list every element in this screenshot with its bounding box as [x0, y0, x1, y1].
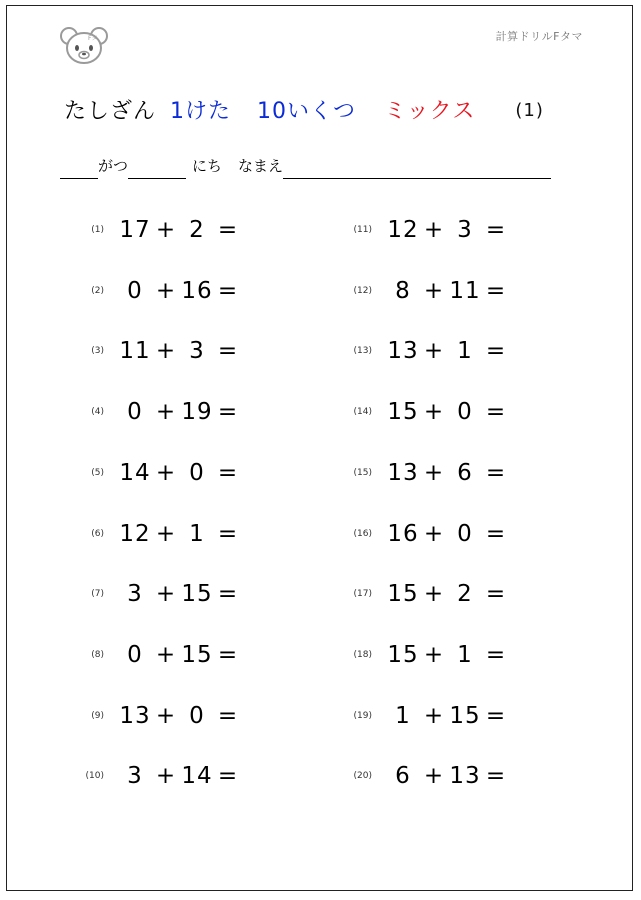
equals-sign: =	[217, 277, 239, 304]
first-addend: 0	[127, 277, 143, 304]
first-addend: 14	[119, 459, 151, 486]
problem-expression	[386, 581, 510, 607]
problem-index: (13)	[353, 346, 372, 357]
problem-expression	[386, 338, 510, 364]
equals-sign: =	[217, 702, 239, 729]
brand-label: 計算ドリルFタマ	[495, 30, 583, 43]
problem-expression	[118, 521, 242, 547]
day-blank[interactable]	[128, 156, 186, 179]
equals-sign: =	[485, 459, 507, 486]
equals-sign: =	[485, 702, 507, 729]
first-addend: 6	[395, 763, 411, 790]
plus-sign: +	[423, 459, 445, 486]
problem-item	[74, 331, 242, 371]
plus-sign: +	[155, 217, 177, 243]
second-addend: 0	[189, 459, 205, 486]
problem-item	[342, 271, 510, 311]
plus-sign: +	[423, 399, 445, 426]
second-addend: 0	[189, 702, 205, 729]
plus-sign: +	[155, 702, 177, 729]
second-addend: 11	[449, 277, 481, 304]
problem-index: (15)	[353, 467, 372, 478]
problem-index: (20)	[353, 771, 372, 782]
problem-expression	[118, 581, 242, 607]
first-addend: 17	[119, 217, 151, 243]
first-addend: 12	[119, 520, 151, 547]
second-addend: 6	[457, 459, 473, 486]
problem-index: (10)	[85, 771, 104, 782]
equals-sign: =	[217, 399, 239, 426]
title-sheet-number: (1)	[515, 100, 544, 121]
problem-expression	[386, 521, 510, 547]
second-addend: 2	[189, 217, 205, 243]
equals-sign: =	[217, 520, 239, 547]
problem-expression	[386, 278, 510, 304]
second-addend: 2	[457, 581, 473, 608]
problem-expression	[386, 703, 510, 729]
problem-index: (19)	[353, 710, 372, 721]
problem-index: (8)	[91, 649, 104, 660]
problem-expression	[118, 338, 242, 364]
problem-index: (16)	[353, 528, 372, 539]
second-addend: 16	[181, 277, 213, 304]
second-addend: 13	[449, 763, 481, 790]
name-blank[interactable]	[283, 156, 551, 179]
problem-expression	[386, 460, 510, 486]
second-addend: 1	[457, 641, 473, 668]
equals-sign: =	[217, 641, 239, 668]
second-addend: 1	[457, 338, 473, 365]
problem-index: (17)	[353, 589, 372, 600]
day-label: にち	[192, 157, 223, 175]
plus-sign: +	[155, 277, 177, 304]
problem-index: (4)	[91, 407, 104, 418]
plus-sign: +	[423, 338, 445, 365]
problem-item	[342, 696, 510, 736]
equals-sign: =	[217, 763, 239, 790]
second-addend: 3	[457, 217, 473, 243]
second-addend: 14	[181, 763, 213, 790]
date-name-line	[60, 156, 576, 182]
plus-sign: +	[423, 520, 445, 547]
equals-sign: =	[485, 399, 507, 426]
plus-sign: +	[155, 338, 177, 365]
problem-index: (3)	[91, 346, 104, 357]
equals-sign: =	[485, 581, 507, 608]
problem-expression	[386, 763, 510, 789]
worksheet-title	[64, 94, 544, 125]
problem-item	[74, 271, 242, 311]
plus-sign: +	[423, 763, 445, 790]
problem-item	[342, 453, 510, 493]
second-addend: 15	[181, 581, 213, 608]
first-addend: 13	[387, 338, 419, 365]
plus-sign: +	[423, 702, 445, 729]
month-blank[interactable]	[60, 156, 98, 179]
second-addend: 3	[189, 338, 205, 365]
equals-sign: =	[485, 520, 507, 547]
plus-sign: +	[155, 459, 177, 486]
problem-expression	[118, 399, 242, 425]
equals-sign: =	[485, 641, 507, 668]
problem-item	[342, 210, 510, 250]
problem-item	[74, 210, 242, 250]
first-addend: 13	[387, 459, 419, 486]
problem-expression	[386, 399, 510, 425]
problem-index: (5)	[91, 467, 104, 478]
first-addend: 1	[395, 702, 411, 729]
first-addend: 3	[127, 581, 143, 608]
bear-logo-icon	[58, 26, 110, 66]
problem-expression	[118, 642, 242, 668]
svg-text:Fタ: Fタ	[88, 35, 98, 42]
plus-sign: +	[423, 641, 445, 668]
plus-sign: +	[423, 581, 445, 608]
equals-sign: =	[217, 459, 239, 486]
problem-item	[342, 635, 510, 675]
equals-sign: =	[485, 338, 507, 365]
plus-sign: +	[155, 641, 177, 668]
problem-item	[342, 756, 510, 796]
problem-expression	[118, 763, 242, 789]
problem-index: (11)	[353, 225, 372, 235]
first-addend: 15	[387, 641, 419, 668]
equals-sign: =	[485, 763, 507, 790]
problem-item	[342, 392, 510, 432]
second-addend: 15	[181, 641, 213, 668]
month-label: がつ	[98, 157, 129, 175]
problem-item	[74, 453, 242, 493]
plus-sign: +	[155, 399, 177, 426]
second-addend: 0	[457, 399, 473, 426]
problem-expression	[386, 217, 510, 243]
problem-item	[74, 392, 242, 432]
equals-sign: =	[217, 217, 239, 243]
plus-sign: +	[155, 763, 177, 790]
second-addend: 1	[189, 520, 205, 547]
plus-sign: +	[423, 217, 445, 243]
problem-item	[74, 635, 242, 675]
problem-expression	[118, 703, 242, 729]
problem-index: (6)	[91, 528, 104, 539]
first-addend: 11	[119, 338, 151, 365]
problem-index: (1)	[91, 225, 104, 235]
first-addend: 16	[387, 520, 419, 547]
first-addend: 3	[127, 763, 143, 790]
problem-index: (2)	[91, 285, 104, 296]
first-addend: 0	[127, 641, 143, 668]
equals-sign: =	[217, 581, 239, 608]
problem-expression	[118, 278, 242, 304]
equals-sign: =	[485, 217, 507, 243]
problem-item	[74, 696, 242, 736]
problem-index: (14)	[353, 407, 372, 418]
second-addend: 15	[449, 702, 481, 729]
problem-expression	[386, 642, 510, 668]
plus-sign: +	[155, 520, 177, 547]
problem-item	[342, 331, 510, 371]
first-addend: 15	[387, 581, 419, 608]
title-part-addition: たしざん	[64, 99, 157, 124]
problem-item	[74, 756, 242, 796]
problem-expression	[118, 217, 242, 243]
problem-item	[342, 514, 510, 554]
problem-index: (9)	[91, 710, 104, 721]
plus-sign: +	[423, 277, 445, 304]
equals-sign: =	[217, 338, 239, 365]
problem-item	[74, 514, 242, 554]
first-addend: 13	[119, 702, 151, 729]
plus-sign: +	[155, 581, 177, 608]
second-addend: 19	[181, 399, 213, 426]
name-label: なまえ	[238, 157, 284, 175]
title-part-teens: 10いくつ	[257, 99, 357, 124]
problem-index: (7)	[91, 589, 104, 600]
title-part-single-digit: 1けた	[170, 99, 232, 124]
title-part-mix: ミックス	[384, 99, 476, 124]
problem-expression	[118, 460, 242, 486]
first-addend: 8	[395, 277, 411, 304]
first-addend: 12	[387, 217, 419, 243]
first-addend: 15	[387, 399, 419, 426]
equals-sign: =	[485, 277, 507, 304]
problem-item	[342, 574, 510, 614]
problem-index: (12)	[353, 285, 372, 296]
problem-index: (18)	[353, 649, 372, 660]
problem-item	[74, 574, 242, 614]
second-addend: 0	[457, 520, 473, 547]
first-addend: 0	[127, 399, 143, 426]
